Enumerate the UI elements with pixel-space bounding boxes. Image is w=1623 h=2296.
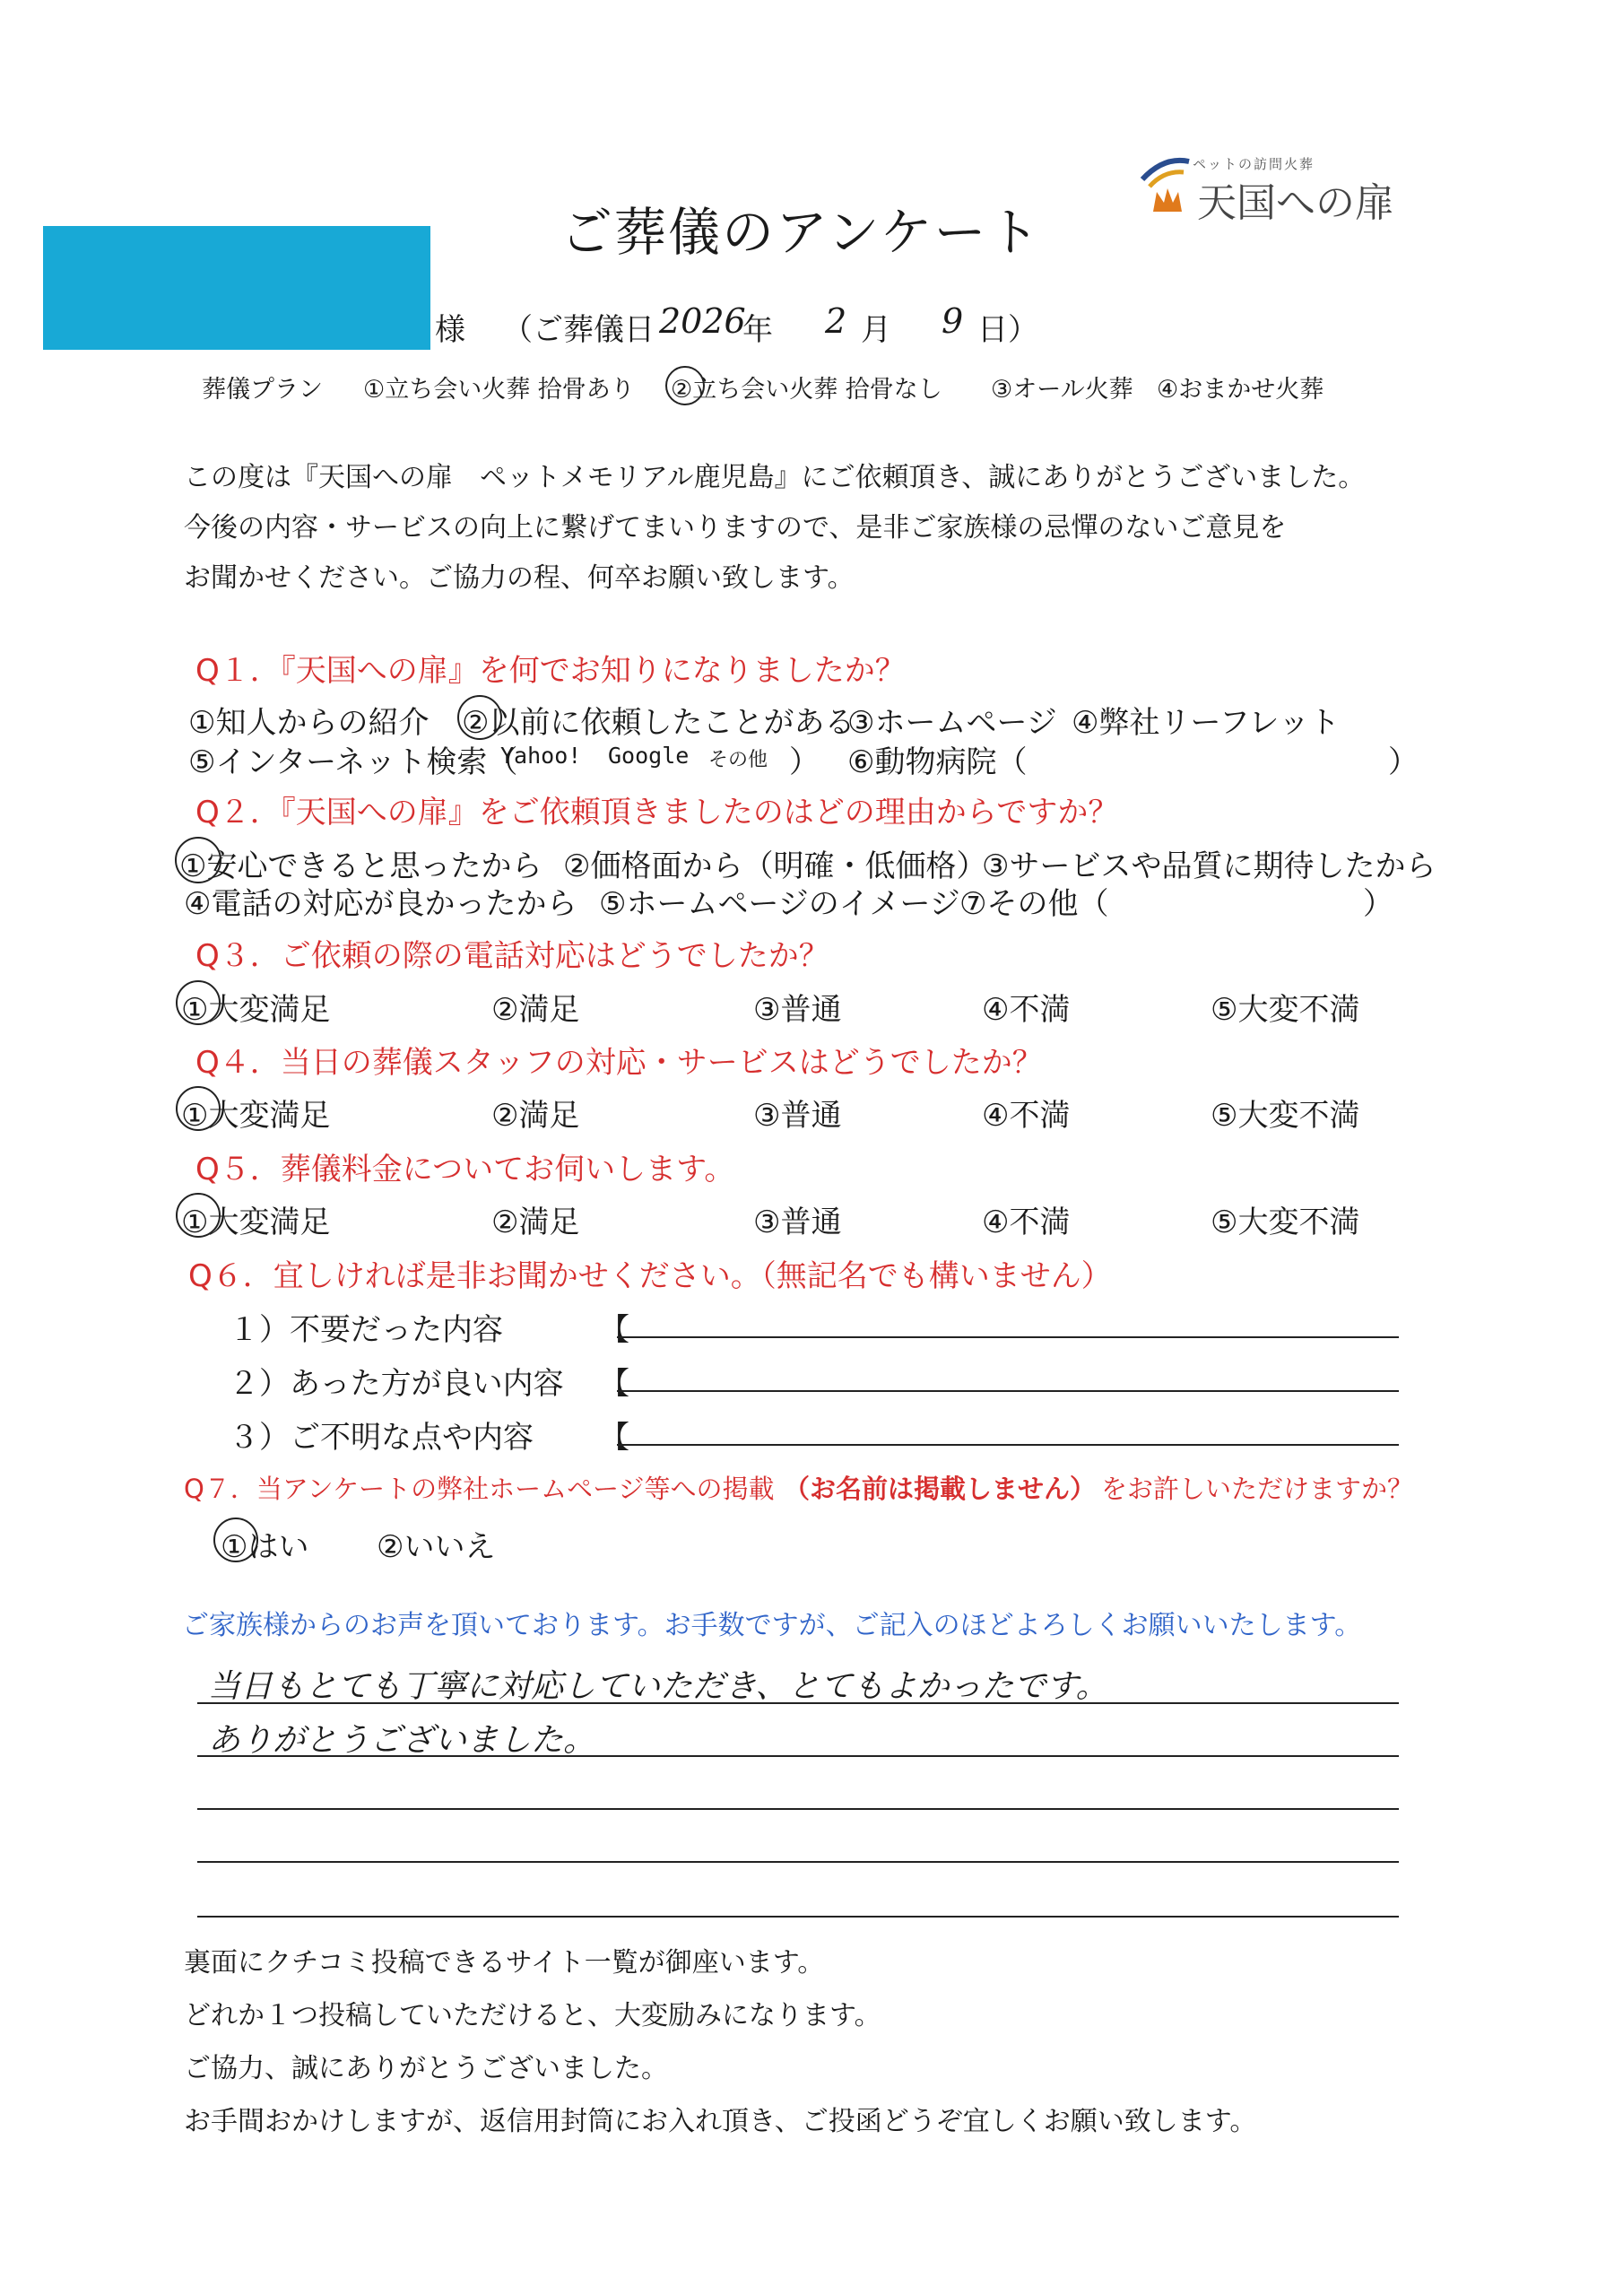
q3-option-2[interactable]: ②満足 bbox=[491, 992, 580, 1028]
q1-close-paren: ） bbox=[789, 744, 820, 780]
q5-question: Q５．葬儀料金についてお伺いします。 bbox=[195, 1152, 735, 1187]
voice-line-3[interactable] bbox=[197, 1808, 1399, 1810]
q6-bracket-2: 【 bbox=[599, 1366, 629, 1402]
logo-name: 天国への扉 bbox=[1197, 180, 1394, 226]
q2-option-4[interactable]: ④電話の対応が良かったから bbox=[184, 886, 577, 922]
intro-line-3: お聞かせください。ご協力の程、何卒お願い致します。 bbox=[184, 562, 855, 594]
header-month: 2 bbox=[825, 301, 847, 341]
q1-option-6-close: ） bbox=[1388, 744, 1419, 780]
q2-option-2[interactable]: ②価格面から（明確・低価格） bbox=[563, 848, 987, 884]
voice-line-5[interactable] bbox=[197, 1916, 1399, 1918]
q5-option-4[interactable]: ④不満 bbox=[982, 1205, 1071, 1240]
q1-google: Google bbox=[608, 743, 690, 769]
q7-question-b: （お名前は掲載しません） bbox=[784, 1474, 1097, 1504]
q1-selected-circle bbox=[457, 695, 502, 740]
plan-label: 葬儀プラン bbox=[202, 376, 323, 404]
voice-line-1[interactable] bbox=[197, 1702, 1399, 1704]
q6-item-1: １）不要だった内容 bbox=[229, 1312, 503, 1348]
header-day-suffix: 日） bbox=[977, 312, 1038, 348]
redacted-name-block bbox=[43, 226, 430, 350]
header-sama: 様 bbox=[435, 312, 465, 348]
page-title: ご葬儀のアンケート bbox=[560, 202, 1042, 263]
q1-question: Q１．『天国への扉』を何でお知りになりましたか？ bbox=[195, 653, 906, 689]
plan-option-1[interactable]: ①立ち会い火葬 拾骨あり bbox=[363, 376, 635, 404]
footer-line-2: どれか１つ投稿していただけると、大変励みになります。 bbox=[184, 2000, 881, 2031]
q5-selected-circle bbox=[176, 1193, 221, 1238]
q5-option-5[interactable]: ⑤大変不満 bbox=[1211, 1205, 1360, 1240]
footer-line-1: 裏面にクチコミ投稿できるサイト一覧が御座います。 bbox=[184, 1947, 825, 1979]
header-date-prefix: （ご葬儀日 bbox=[502, 312, 655, 348]
q2-option-5[interactable]: ⑤ホームページのイメージ bbox=[599, 886, 960, 922]
q6-answer-line-2[interactable] bbox=[617, 1390, 1399, 1392]
q5-option-1[interactable]: ①大変満足 bbox=[181, 1205, 331, 1240]
q7-question-a: Q７．当アンケートの弊社ホームページ等への掲載 bbox=[184, 1474, 775, 1504]
q1-other: その他 bbox=[708, 749, 768, 771]
q3-option-4[interactable]: ④不満 bbox=[982, 992, 1071, 1028]
intro-line-1: この度は『天国への扉 ペットメモリアル鹿児島』にご依頼頂き、誠にありがとうございました。 bbox=[184, 462, 1366, 493]
q2-option-3[interactable]: ③サービスや品質に期待したから bbox=[982, 848, 1436, 884]
q2-option-1[interactable]: ①安心できると思ったから bbox=[179, 848, 542, 884]
q4-option-5[interactable]: ⑤大変不満 bbox=[1211, 1098, 1360, 1134]
logo-mark-icon bbox=[1137, 152, 1193, 215]
q7-option-yes[interactable]: ①はい bbox=[221, 1529, 309, 1565]
q6-question: Q６．宜しければ是非お聞かせください。（無記名でも構いません） bbox=[188, 1258, 1112, 1294]
logo-tagline: ペットの訪問火葬 bbox=[1193, 156, 1315, 172]
q6-bracket-1: 【 bbox=[599, 1312, 629, 1348]
q3-selected-circle bbox=[176, 980, 221, 1025]
voice-handwritten-1: 当日もとても丁寧に対応していただき、とてもよかったです。 bbox=[208, 1668, 1108, 1705]
q2-question: Q２．『天国への扉』をご依頼頂きましたのはどの理由からですか？ bbox=[195, 795, 1119, 831]
q5-option-3[interactable]: ③普通 bbox=[753, 1205, 842, 1240]
q2-selected-circle bbox=[175, 837, 221, 883]
plan-option-3[interactable]: ③オール火葬 bbox=[991, 376, 1133, 404]
plan-option-4[interactable]: ④おまかせ火葬 bbox=[1157, 376, 1324, 404]
q4-option-2[interactable]: ②満足 bbox=[491, 1098, 580, 1134]
q2-option-7-close: ） bbox=[1363, 886, 1393, 922]
q7-question-c: をお許しいただけますか？ bbox=[1101, 1474, 1414, 1504]
q7-selected-circle bbox=[213, 1518, 258, 1562]
q1-option-6[interactable]: ⑥動物病院（ bbox=[847, 744, 1028, 780]
q4-selected-circle bbox=[176, 1086, 221, 1131]
q3-question: Q３．ご依頼の際の電話対応はどうでしたか？ bbox=[195, 938, 829, 974]
header-day: 9 bbox=[942, 301, 964, 341]
q5-option-2[interactable]: ②満足 bbox=[491, 1205, 580, 1240]
q7-option-no[interactable]: ②いいえ bbox=[377, 1529, 496, 1565]
footer-line-3: ご協力、誠にありがとうございました。 bbox=[184, 2053, 668, 2084]
q6-answer-line-3[interactable] bbox=[617, 1444, 1399, 1446]
q4-option-4[interactable]: ④不満 bbox=[982, 1098, 1071, 1134]
q1-option-5[interactable]: ⑤インターネット検索（ bbox=[188, 744, 518, 780]
q2-option-7[interactable]: ⑦その他（ bbox=[959, 886, 1109, 922]
voice-line-2[interactable] bbox=[197, 1755, 1399, 1757]
header-year-suffix: 年 bbox=[742, 312, 773, 348]
q4-question: Q４．当日の葬儀スタッフの対応・サービスはどうでしたか？ bbox=[195, 1045, 1043, 1081]
q1-yahoo: Yahoo! bbox=[500, 743, 582, 769]
header-year: 2026 bbox=[659, 301, 746, 341]
header-month-suffix: 月 bbox=[861, 312, 891, 348]
q4-option-1[interactable]: ①大変満足 bbox=[181, 1098, 331, 1134]
intro-line-2: 今後の内容・サービスの向上に繋げてまいりますので、是非ご家族様の忌憚のないご意見を bbox=[184, 512, 1287, 544]
voice-prompt: ご家族様からのお声を頂いております。お手数ですが、ご記入のほどよろしくお願いいたします。 bbox=[182, 1610, 1362, 1641]
q6-item-2: ２）あった方が良い内容 bbox=[229, 1366, 564, 1402]
q1-option-2[interactable]: ②以前に依頼したことがある bbox=[462, 705, 855, 741]
q6-answer-line-1[interactable] bbox=[617, 1336, 1399, 1338]
q3-option-5[interactable]: ⑤大変不満 bbox=[1211, 992, 1360, 1028]
q3-option-3[interactable]: ③普通 bbox=[753, 992, 842, 1028]
q1-option-1[interactable]: ①知人からの紹介 bbox=[188, 705, 430, 741]
voice-handwritten-2: ありがとうございました。 bbox=[208, 1722, 596, 1759]
q1-option-3[interactable]: ③ホームページ bbox=[847, 705, 1057, 741]
q1-option-4[interactable]: ④弊社リーフレット bbox=[1072, 705, 1341, 741]
footer-line-4: お手間おかけしますが、返信用封筒にお入れ頂き、ご投函どうぞ宜しくお願い致します。 bbox=[184, 2106, 1257, 2137]
q3-option-1[interactable]: ①大変満足 bbox=[181, 992, 331, 1028]
q6-bracket-3: 【 bbox=[599, 1420, 629, 1456]
q4-option-3[interactable]: ③普通 bbox=[753, 1098, 842, 1134]
plan-option-2[interactable]: ②立ち会い火葬 拾骨なし bbox=[671, 376, 942, 404]
plan-selected-circle bbox=[665, 366, 705, 405]
voice-line-4[interactable] bbox=[197, 1861, 1399, 1863]
q6-item-3: ３）ご不明な点や内容 bbox=[229, 1420, 534, 1456]
